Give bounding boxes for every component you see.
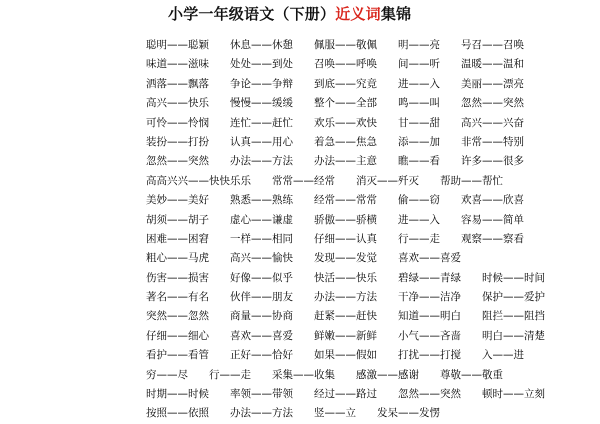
synonym-line: 伤害——损害 好像——似乎 快活——快乐 碧绿——青绿 时候——时间 bbox=[146, 271, 545, 284]
synonym-line: 高兴——快乐 慢慢——缓缓 整个——全部 鸣——叫 忽然——突然 bbox=[146, 97, 524, 110]
synonym-line: 味道——滋味 处处——到处 召唤——呼唤 间——听 温暖——温和 bbox=[146, 58, 524, 71]
title-prefix: 小学一年级语文（下册） bbox=[168, 5, 336, 23]
synonym-line: 粗心——马虎 高兴——愉快 发现——发觉 喜欢——喜爱 bbox=[146, 252, 461, 265]
synonym-line: 看护——看管 正好——恰好 如果——假如 打扰——打搅 入——进 bbox=[146, 349, 524, 362]
synonym-line: 胡须——胡子 虚心——谦虚 骄傲——骄横 进——入 容易——简单 bbox=[146, 213, 524, 226]
synonym-line: 美妙——美好 熟悉——熟练 经常——常常 偷——窃 欢喜——欣喜 bbox=[146, 194, 524, 207]
synonym-line: 可怜——怜悯 连忙——赶忙 欢乐——欢快 甘——甜 高兴——兴奋 bbox=[146, 116, 524, 129]
synonym-line: 著名——有名 伙伴——朋友 办法——方法 干净——洁净 保护——爱护 bbox=[146, 291, 545, 304]
synonym-line: 洒落——飘落 争论——争辩 到底——究竟 进——入 美丽——漂亮 bbox=[146, 77, 524, 90]
synonym-line: 聪明——聪颖 休息——休憩 佩服——敬佩 明——亮 号召——召唤 bbox=[146, 39, 524, 51]
synonym-line: 高高兴兴——快快乐乐 常常——经常 消灭——歼灭 帮助——帮忙 bbox=[146, 174, 503, 187]
title-suffix: 集锦 bbox=[380, 5, 412, 23]
synonym-line: 困难——困窘 一样——相同 仔细——认真 行——走 观察——察看 bbox=[146, 232, 524, 245]
synonym-line: 突然——忽然 商量——协商 赶紧——赶快 知道——明白 阻拦——阻挡 bbox=[146, 310, 545, 323]
synonym-line: 仔细——细心 喜欢——喜爱 鲜嫩——新鲜 小气——吝啬 明白——清楚 bbox=[146, 329, 545, 342]
title-highlight: 近义词 bbox=[335, 5, 381, 23]
synonym-line: 装扮——打扮 认真——用心 着急——焦急 添——加 非常——特别 bbox=[146, 135, 524, 148]
page-title bbox=[168, 3, 411, 24]
synonym-list bbox=[146, 36, 586, 424]
synonym-line: 忽然——突然 办法——方法 办法——主意 瞧——看 许多——很多 bbox=[146, 155, 524, 168]
synonym-line: 按照——依照 办法——方法 竖——立 发呆——发愣 bbox=[146, 407, 440, 420]
synonym-line: 穷——尽 行——走 采集——收集 感激——感谢 尊敬——敬重 bbox=[146, 368, 503, 381]
synonym-line: 时期——时候 率领——带领 经过——路过 忽然——突然 顿时——立刻 bbox=[146, 388, 545, 401]
